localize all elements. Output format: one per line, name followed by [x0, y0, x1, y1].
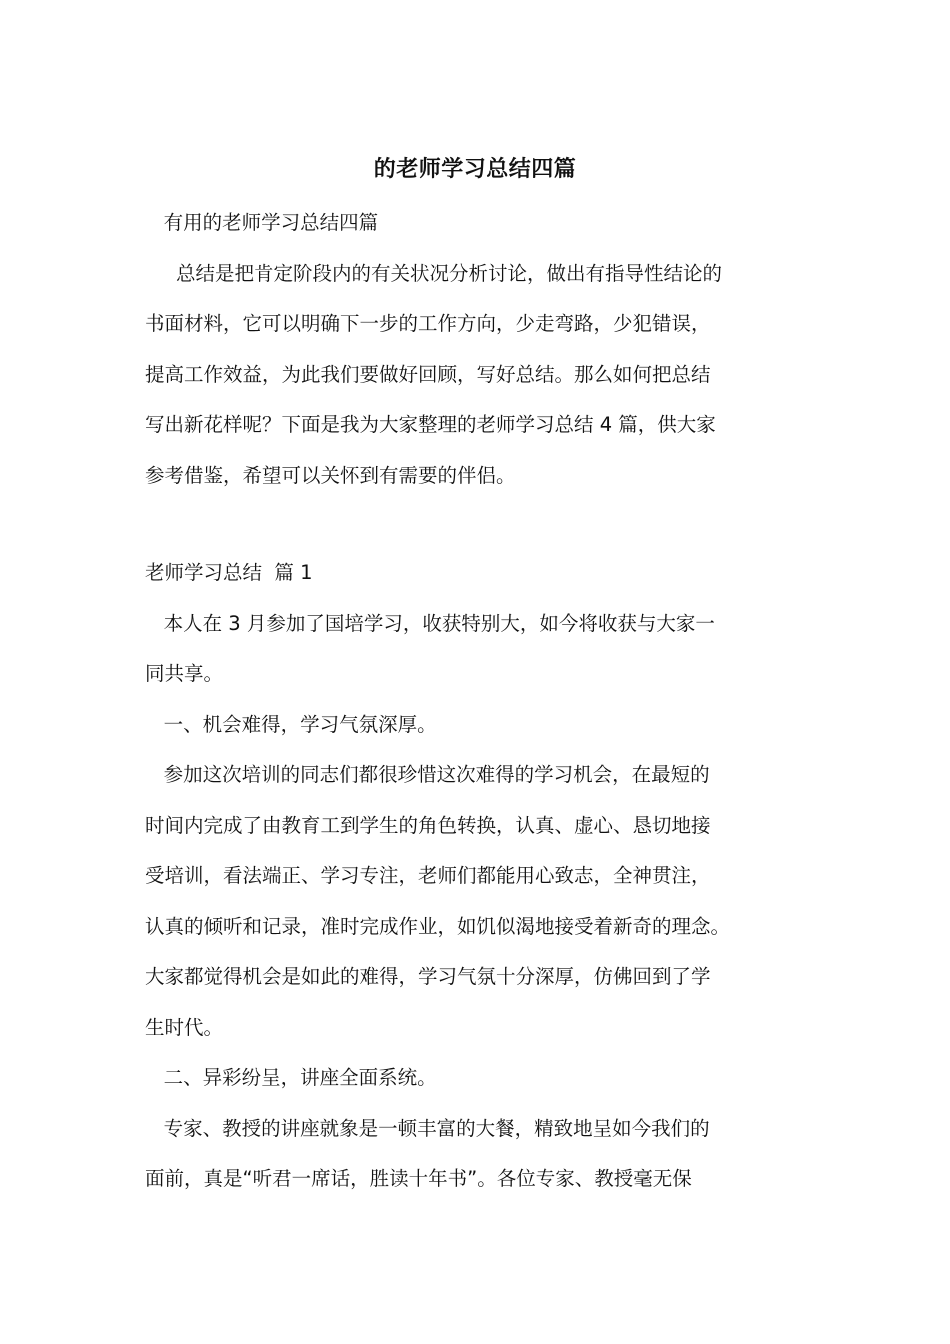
intro-block: [145, 198, 835, 501]
intro-line: 提高工作效益，为此我们要做好回顾，写好总结。那么如何把总结: [145, 362, 711, 386]
body-line: 参加这次培训的同志们都很珍惜这次难得的学习机会，在最短的: [145, 763, 710, 786]
intro-line: 参考借鉴，希望可以关怀到有需要的伴侣。: [145, 463, 516, 487]
body-line: 专家、教授的讲座就象是一顿丰富的大餐，精致地呈如今我们的: [145, 1116, 710, 1140]
intro-line: 书面材料，它可以明确下一步的工作方向，少走弯路，少犯错误，: [145, 312, 711, 335]
body-line: 同共享。: [145, 662, 224, 685]
intro-line: 总结是把肯定阶段内的有关状况分析讨论，做出有指导性结论的: [145, 261, 722, 285]
section-heading: 老师学习总结 篇 1: [145, 561, 313, 584]
body-line: 面前，真是“听君一席话，胜读十年书”。各位专家、教授毫无保: [145, 1167, 692, 1190]
intro-line: 写出新花样呢？下面是我为大家整理的老师学习总结 4 篇，供大家: [145, 413, 716, 436]
subheading: 二、异彩纷呈，讲座全面系统。: [145, 1066, 437, 1089]
section-block: [145, 548, 835, 1205]
body-line: 认真的倾听和记录，准时完成作业，如饥似渴地接受着新奇的理念。: [145, 914, 731, 938]
body-line: 生时代。: [145, 1015, 224, 1039]
intro-line: 有用的老师学习总结四篇: [145, 211, 379, 234]
body-line: 受培训，看法端正、学习专注，老师们都能用心致志，全神贯注，: [145, 864, 711, 887]
body-line: 时间内完成了由教育工到学生的角色转换，认真、虚心、恳切地接: [145, 813, 711, 837]
document-title: 的老师学习总结四篇: [373, 157, 577, 182]
subheading: 一、机会难得，学习气氛深厚。: [145, 712, 437, 736]
body-line: 大家都觉得机会是如此的难得，学习气氛十分深厚，仿佛回到了学: [145, 965, 711, 988]
body-line: 本人在 3 月参加了国培学习，收获特别大，如今将收获与大家一: [145, 611, 715, 635]
